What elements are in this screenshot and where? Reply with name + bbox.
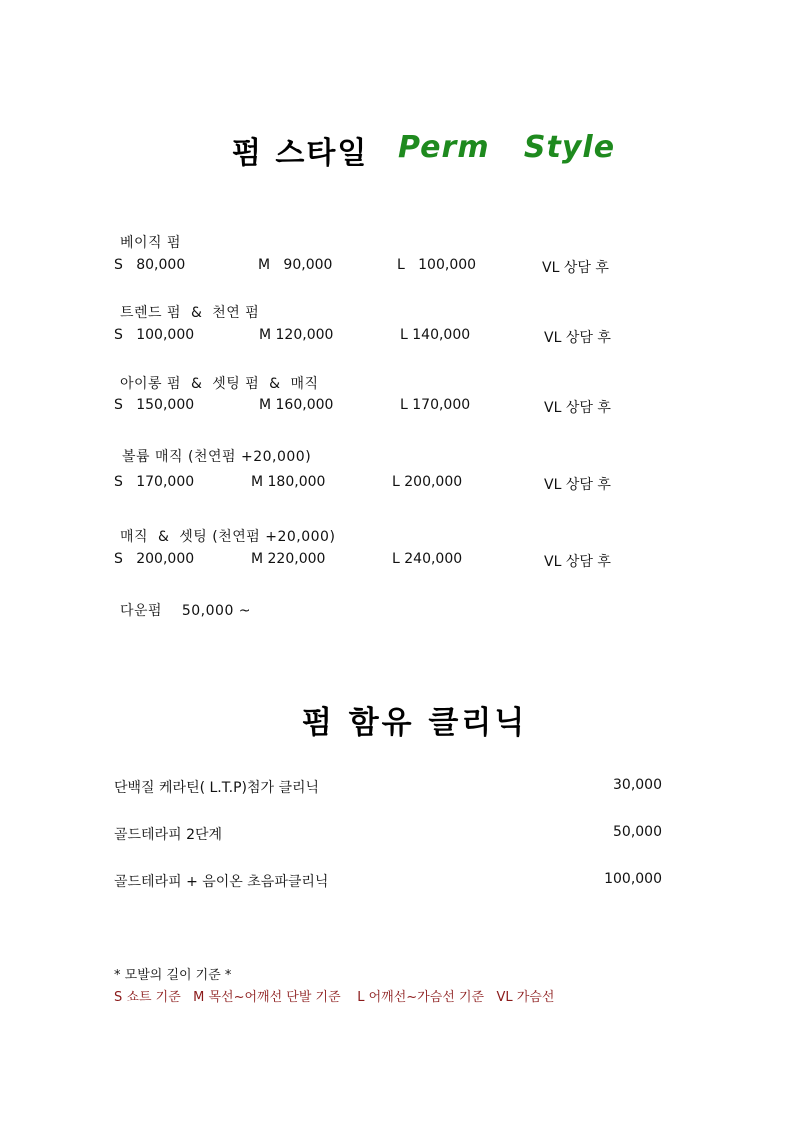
price-s: S 150,000 (114, 397, 195, 413)
perm-section-title: 트렌드 펌 & 천연 펌 (120, 305, 260, 321)
price-s: S 100,000 (114, 327, 195, 343)
price-l: L 240,000 (392, 551, 463, 567)
page-title-korean: 펌 스타일 (232, 136, 369, 171)
price-m: M 160,000 (259, 397, 334, 413)
price-vl: VL 상담 후 (544, 400, 611, 416)
price-s: S 80,000 (114, 257, 186, 273)
price-m: M 220,000 (251, 551, 326, 567)
length-criteria-heading: * 모발의 길이 기준 * (114, 968, 232, 983)
clinic-item-price: 30,000 (613, 777, 662, 793)
price-l: L 140,000 (400, 327, 471, 343)
price-s: S 170,000 (114, 474, 195, 490)
length-criteria-legend: S 쇼트 기준 M 목선~어깨선 단발 기준 L 어깨선~가슴선 기준 VL 가슴선 (114, 990, 555, 1005)
price-vl: VL 상담 후 (544, 477, 611, 493)
clinic-item-name: 골드테라피 2단계 (114, 827, 223, 843)
perm-section-title: 볼륨 매직 (천연펌 +20,000) (122, 449, 312, 465)
price-vl: VL 상담 후 (544, 554, 611, 570)
perm-section-title: 베이직 펌 (120, 235, 182, 251)
clinic-item-price: 50,000 (613, 824, 662, 840)
price-m: M 180,000 (251, 474, 326, 490)
clinic-item-name: 골드테라피 + 음이온 초음파클리닉 (114, 874, 329, 890)
price-m: M 120,000 (259, 327, 334, 343)
perm-section-title: 아이롱 펌 & 셋팅 펌 & 매직 (120, 376, 319, 392)
price-l: L 200,000 (392, 474, 463, 490)
price-vl: VL 상담 후 (542, 260, 609, 276)
price-s: S 200,000 (114, 551, 195, 567)
page-title-english: Perm Style (398, 130, 616, 165)
clinic-item-name: 단백질 케라틴( L.T.P)첨가 클리닉 (114, 780, 320, 796)
price-vl: VL 상담 후 (544, 330, 611, 346)
perm-section-title: 매직 & 셋팅 (천연펌 +20,000) (120, 529, 336, 545)
clinic-item-price: 100,000 (604, 871, 662, 887)
price-l: L 170,000 (400, 397, 471, 413)
price-l: L 100,000 (397, 257, 477, 273)
price-m: M 90,000 (258, 257, 333, 273)
clinic-section-title: 펌 함유 클리닉 (302, 705, 528, 741)
down-perm-price: 다운펌 50,000 ~ (120, 603, 252, 619)
